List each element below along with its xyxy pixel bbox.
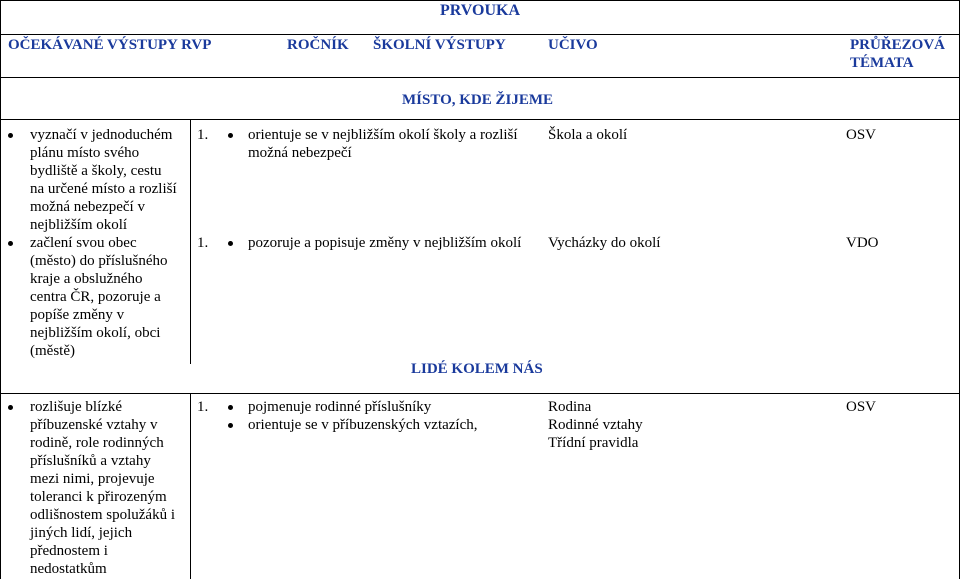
- section-title-place: MÍSTO, KDE ŽIJEME: [402, 92, 554, 108]
- place-row-1-school: orientuje se v nejbližším okolí školy a rozliší možná nebezpečí: [248, 127, 518, 161]
- people-row-topic: OSV: [846, 399, 877, 415]
- people-row-school-1: pojmenuje rodinné příslušníky: [248, 399, 432, 415]
- header-cross-topics-1: PRŮŘEZOVÁ: [850, 37, 946, 53]
- grid-title-bottom: [0, 34, 960, 35]
- place-row-2-content: Vycházky do okolí: [548, 235, 661, 251]
- place-row-2-school: pozoruje a popisuje změny v nejbližším okolí: [248, 235, 522, 251]
- grid-place-content-bottom: [0, 393, 960, 394]
- bullet-icon: [228, 423, 233, 428]
- grid-place-section-bottom: [0, 119, 960, 120]
- people-row-year: 1.: [197, 399, 209, 415]
- place-row-1-content: Škola a okolí: [548, 127, 628, 143]
- place-row-1-topic: OSV: [846, 127, 877, 143]
- grid-top: [0, 0, 960, 1]
- place-row-1-year: 1.: [197, 127, 209, 143]
- grid-people-sep-1: [190, 393, 191, 579]
- bullet-icon: [8, 133, 13, 138]
- place-row-2-topic: VDO: [846, 235, 879, 251]
- people-outcome: rozlišuje blízké příbuzenské vztahy v rodině, role rodinných příslušníků a vztahy mezi nimi, projevuje toleranci k přirozeným odlišnostem spolužáků i jiných lidí, jejich přednostem i nedostatkům: [30, 399, 175, 577]
- header-content: UČIVO: [548, 37, 598, 53]
- bullet-icon: [8, 405, 13, 410]
- bullet-icon: [228, 133, 233, 138]
- bullet-icon: [228, 241, 233, 246]
- people-row-content: Rodina Rodinné vztahy Třídní pravidla: [548, 399, 643, 451]
- place-row-2-year: 1.: [197, 235, 209, 251]
- header-year: ROČNÍK: [287, 37, 349, 53]
- header-school-outcomes: ŠKOLNÍ VÝSTUPY: [373, 37, 506, 53]
- place-outcome-1: vyznačí v jednoduchém plánu místo svého bydliště a školy, cestu na určené místo a rozliší možná nebezpečí v nejbližším okolí: [30, 127, 177, 233]
- people-row-school-2: orientuje se v příbuzenských vztazích,: [248, 417, 478, 433]
- grid-left: [0, 0, 1, 579]
- bullet-icon: [8, 241, 13, 246]
- bullet-icon: [228, 405, 233, 410]
- header-cross-topics-2: TÉMATA: [850, 55, 914, 71]
- page-title: PRVOUKA: [440, 2, 520, 19]
- section-title-people: LIDÉ KOLEM NÁS: [411, 361, 543, 377]
- place-outcome-2: začlení svou obec (město) do příslušného kraje a obslužného centra ČR, pozoruje a popíše změny v nejbližším okolí, obci (městě): [30, 235, 168, 359]
- grid-header-bottom: [0, 77, 960, 78]
- grid-place-sep-1: [190, 119, 191, 364]
- header-outcomes: OČEKÁVANÉ VÝSTUPY RVP: [8, 37, 212, 53]
